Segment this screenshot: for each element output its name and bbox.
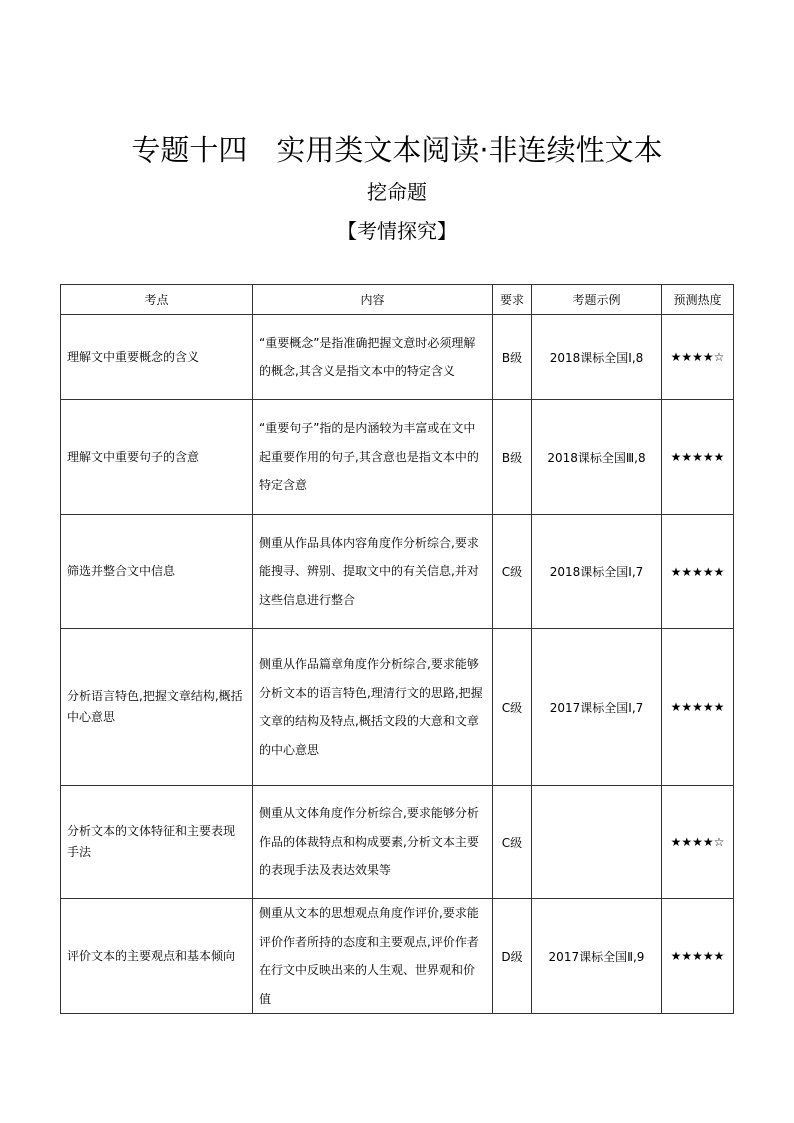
section-heading: 【考情探究】: [337, 219, 457, 243]
heat-rating: ★★★★★: [662, 515, 734, 629]
example-cell: 2018课标全国Ⅲ,8: [532, 400, 662, 515]
heat-rating: ★★★★☆: [662, 315, 734, 400]
level-cell: C级: [493, 515, 532, 629]
header-content: 内容: [253, 285, 493, 315]
heat-rating: ★★★★☆: [662, 786, 734, 899]
topic-cell: 筛选并整合文中信息: [61, 515, 253, 629]
content-cell: 侧重从文本的思想观点角度作评价,要求能评价作者所持的态度和主要观点,评价作者在行文中反映出来的人生观、世界观和价值: [253, 899, 493, 1014]
heat-rating: ★★★★★: [662, 400, 734, 515]
header-example: 考题示例: [532, 285, 662, 315]
content-cell: 侧重从作品篇章角度作分析综合,要求能够分析文本的语言特色,理清行文的思路,把握文章的结构及特点,概括文段的大意和文章的中心意思: [253, 629, 493, 786]
level-cell: B级: [493, 315, 532, 400]
page-title: 专题十四 实用类文本阅读·非连续性文本: [131, 133, 663, 167]
header-heat: 预测热度: [662, 285, 734, 315]
level-cell: D级: [493, 899, 532, 1014]
topic-cell: 理解文中重要句子的含意: [61, 400, 253, 515]
topic-cell: 分析语言特色,把握文章结构,概括中心意思: [61, 629, 253, 786]
example-cell: 2018课标全国Ⅰ,7: [532, 515, 662, 629]
header-topic: 考点: [61, 285, 253, 315]
example-cell: 2017课标全国Ⅱ,9: [532, 899, 662, 1014]
heat-rating: ★★★★★: [662, 629, 734, 786]
example-cell: 2017课标全国Ⅰ,7: [532, 629, 662, 786]
table-row: [61, 629, 734, 786]
heat-rating: ★★★★★: [662, 899, 734, 1014]
level-cell: B级: [493, 400, 532, 515]
topic-cell: 分析文本的文体特征和主要表现手法: [61, 786, 253, 899]
table-row: [61, 899, 734, 1014]
example-cell: 2018课标全国Ⅰ,8: [532, 315, 662, 400]
table-header-row: [61, 285, 734, 315]
example-cell: [532, 786, 662, 899]
content-cell: 侧重从文体角度作分析综合,要求能够分析作品的体裁特点和构成要素,分析文本主要的表现手法及表达效果等: [253, 786, 493, 899]
topic-cell: 理解文中重要概念的含义: [61, 315, 253, 400]
topic-cell: 评价文本的主要观点和基本倾向: [61, 899, 253, 1014]
table-row: [61, 515, 734, 629]
level-cell: C级: [493, 786, 532, 899]
header-level: 要求: [493, 285, 532, 315]
level-cell: C级: [493, 629, 532, 786]
content-cell: “重要句子”指的是内涵较为丰富或在文中起重要作用的句子,其含意也是指文本中的特定含意: [253, 400, 493, 515]
table-row: [61, 786, 734, 899]
content-cell: “重要概念”是指准确把握文意时必须理解的概念,其含义是指文本中的特定含义: [253, 315, 493, 400]
table-row: [61, 400, 734, 515]
table-row: [61, 315, 734, 400]
exam-analysis-table: [60, 284, 734, 1014]
page-subtitle: 挖命题: [367, 180, 427, 204]
content-cell: 侧重从作品具体内容角度作分析综合,要求能搜寻、辨别、提取文中的有关信息,并对这些信息进行整合: [253, 515, 493, 629]
